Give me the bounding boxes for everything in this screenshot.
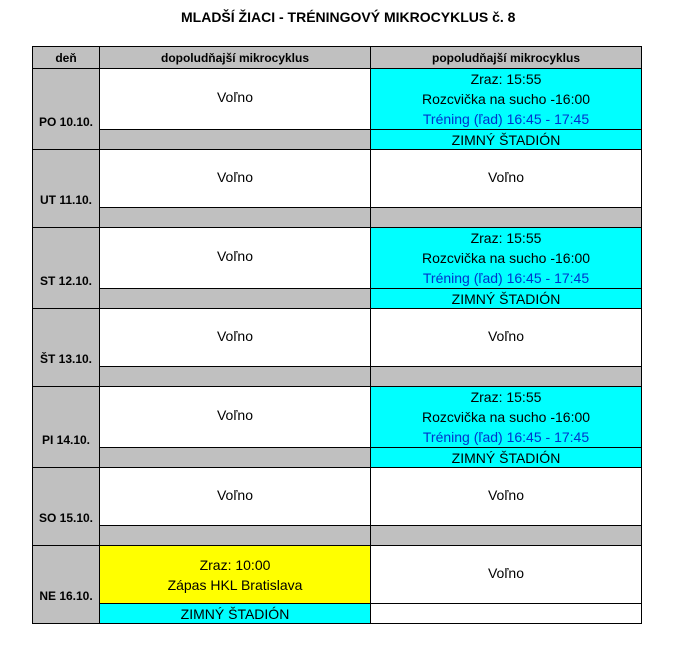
afternoon-cell: Voľno xyxy=(371,468,642,526)
day-row-thursday xyxy=(33,309,642,367)
afternoon-place xyxy=(371,604,642,624)
header-day: deň xyxy=(33,47,100,69)
place-row xyxy=(33,604,642,624)
meet-time: Zraz: 15:55 xyxy=(470,71,542,87)
day-label: NE 16.10. xyxy=(33,546,100,624)
morning-cell: Voľno xyxy=(100,387,371,448)
schedule-table xyxy=(32,46,642,624)
afternoon-cell: Voľno xyxy=(371,150,642,208)
morning-place xyxy=(100,448,371,468)
afternoon-place: ZIMNÝ ŠTADIÓN xyxy=(371,289,642,309)
morning-cell: Voľno xyxy=(100,309,371,367)
place-row xyxy=(33,448,642,468)
day-label: SO 15.10. xyxy=(33,468,100,546)
training-time: Tréning (ľad) 16:45 - 17:45 xyxy=(422,111,590,127)
morning-place xyxy=(100,367,371,387)
afternoon-cell: Voľno xyxy=(371,546,642,604)
afternoon-place xyxy=(371,208,642,228)
morning-place xyxy=(100,526,371,546)
morning-place xyxy=(100,289,371,309)
place-row xyxy=(33,130,642,150)
meet-time: Zraz: 15:55 xyxy=(470,230,542,246)
page-title: MLADŠÍ ŽIACI - TRÉNINGOVÝ MIKROCYKLUS č. 8 xyxy=(181,9,516,25)
morning-place xyxy=(100,208,371,228)
morning-cell xyxy=(100,546,371,604)
afternoon-place xyxy=(371,367,642,387)
match-info: Zápas HKL Bratislava xyxy=(167,576,303,593)
header-afternoon: popoludňajší mikrocyklus xyxy=(371,47,642,69)
place-row xyxy=(33,367,642,387)
morning-cell: Voľno xyxy=(100,228,371,289)
morning-cell: Voľno xyxy=(100,150,371,208)
place-row xyxy=(33,208,642,228)
day-row-wednesday xyxy=(33,228,642,289)
training-time: Tréning (ľad) 16:45 - 17:45 xyxy=(422,429,590,445)
afternoon-place: ZIMNÝ ŠTADIÓN xyxy=(371,130,642,150)
day-label: UT 11.10. xyxy=(33,150,100,228)
day-row-monday xyxy=(33,69,642,130)
meet-time: Zraz: 10:00 xyxy=(199,556,271,573)
day-row-tuesday xyxy=(33,150,642,208)
place-row xyxy=(33,289,642,309)
morning-place xyxy=(100,130,371,150)
morning-place: ZIMNÝ ŠTADIÓN xyxy=(100,604,371,624)
day-row-friday xyxy=(33,387,642,448)
morning-cell: Voľno xyxy=(100,69,371,130)
warmup-time: Rozcvička na sucho -16:00 xyxy=(421,250,591,266)
afternoon-cell xyxy=(371,228,642,289)
place-row xyxy=(33,526,642,546)
warmup-time: Rozcvička na sucho -16:00 xyxy=(421,409,591,425)
header-row xyxy=(33,47,642,69)
morning-cell: Voľno xyxy=(100,468,371,526)
afternoon-cell xyxy=(371,387,642,448)
afternoon-cell xyxy=(371,69,642,130)
afternoon-cell: Voľno xyxy=(371,309,642,367)
afternoon-place xyxy=(371,526,642,546)
day-label: PO 10.10. xyxy=(33,69,100,150)
training-time: Tréning (ľad) 16:45 - 17:45 xyxy=(422,270,590,286)
day-label: ŠT 13.10. xyxy=(33,309,100,387)
header-morning: dopoludňajší mikrocyklus xyxy=(100,47,371,69)
day-row-saturday xyxy=(33,468,642,526)
day-row-sunday xyxy=(33,546,642,604)
day-label: ST 12.10. xyxy=(33,228,100,309)
day-label: PI 14.10. xyxy=(33,387,100,468)
afternoon-place: ZIMNÝ ŠTADIÓN xyxy=(371,448,642,468)
meet-time: Zraz: 15:55 xyxy=(470,389,542,405)
warmup-time: Rozcvička na sucho -16:00 xyxy=(421,91,591,107)
